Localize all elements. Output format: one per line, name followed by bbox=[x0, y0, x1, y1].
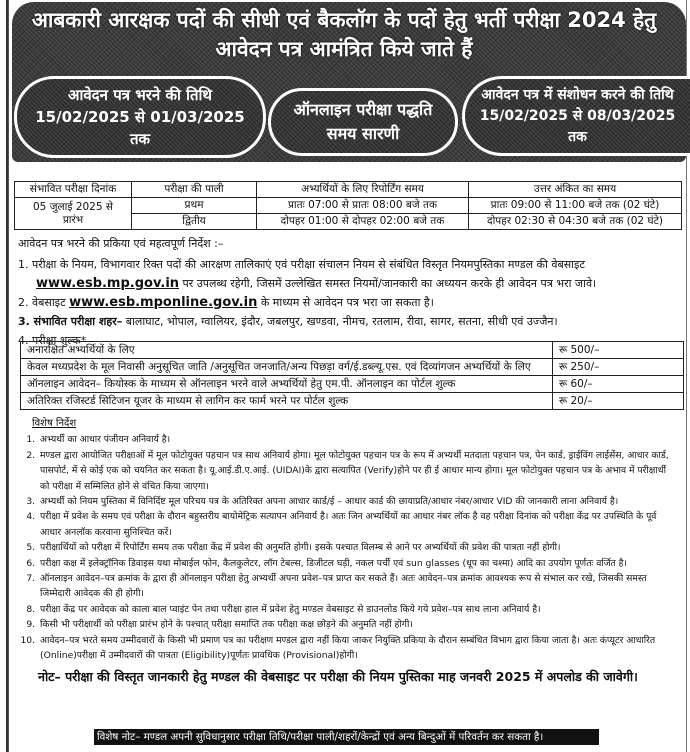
table-header-row bbox=[15, 182, 682, 198]
fee-amount: रू 250/– bbox=[553, 359, 684, 376]
esb-website-link[interactable]: www.esb.mp.gov.in bbox=[36, 276, 180, 291]
schedule-line-1: ऑनलाइन परीक्षा पद्धति bbox=[293, 100, 433, 119]
list-item: 3. अभ्यर्थी को नियम पुस्तिका में विनिर्दिष्ट मूल परिचय पत्र के अतिरिक्त अपना आधार कार्ड/ई – आधार कार्ड की छायाप्रति/आधार नंबर/आधार VID की जानकारी लाना अनिवार्य है। bbox=[38, 494, 672, 509]
shift-cell: द्वितीय bbox=[132, 214, 257, 230]
page-title bbox=[14, 6, 674, 64]
special-instructions-heading: विशेष निर्देश bbox=[32, 418, 77, 429]
list-item: 10. आवेदन–पत्र भरते समय उम्मीदवारों के किसी भी प्रमाण पत्र का परीक्षण मण्डल द्वारा नहीं किया जाकर नियुक्ति प्रकिया के दौरान सम्बंधित विभाग द्वारा किया जाता है। अतः कंप्यूटर आधारित (Online)परीक्षा में उम्मीदवारों की पात्रता (Eligibility)पूर्णतः प्रावधिक (Provisional)होगी। bbox=[38, 633, 672, 664]
fee-category: अनारक्षित अभ्यर्थियों के लिए bbox=[21, 342, 553, 359]
exam-date-line-2: प्रारंभ bbox=[62, 213, 84, 226]
fee-category: अतिरिक्त रजिस्टर्ड सिटिजन यूजर के माध्यम से लागिन कर फार्म भरने पर पोर्टल शुल्क bbox=[21, 393, 553, 410]
instruction-item-2 bbox=[18, 293, 678, 312]
title-line-2: आवेदन पत्र आमंत्रित किये जाते हैं bbox=[215, 37, 473, 61]
list-item: 7. ऑनलाइन आवेदन–पत्र क्रमांक के द्वारा ही ऑनलाइन परीक्षा हेतु अभ्यर्थी अपना प्रवेश–पत्र प्राप्त कर सकते हैं। अतः आवेदन–पत्र क्रमांक आवश्यक रूप से संभाल कर रखे, जिसकी समस्त जिम्मेदारी आवेदक की ही होगी। bbox=[38, 571, 672, 602]
fee-category: ऑनलाइन आवेदन– कियोस्क के माध्यम से ऑनलाइन भरने वाले अभ्यर्थियों हेतु एम.पी. ऑनलाइन का पोर्टल शुल्क bbox=[21, 376, 553, 393]
fee-amount: रू 500/– bbox=[553, 342, 684, 359]
column-header: संभावित परीक्षा दिनांक bbox=[15, 182, 132, 198]
instruction-item-2-prefix: 2. वेबसाइट bbox=[18, 296, 70, 309]
list-item: 9. किसी भी परीक्षार्थी को परीक्षा प्रारंभ होने के पश्चात् परीक्षा समाप्ति तक परीक्षा कक्ष छोड़ने की अनुमति नहीं होगी। bbox=[38, 617, 672, 632]
correction-dates-range: 15/02/2025 से 08/03/2025 bbox=[479, 107, 676, 124]
column-header: अभ्यर्थियों के लिए रिपोर्टिंग समय bbox=[257, 182, 469, 198]
correction-dates-suffix: तक bbox=[568, 128, 587, 145]
instructions-heading: आवेदन पत्र भरने की प्रकिया एवं महत्वपूर्ण निर्देश :– bbox=[18, 237, 224, 250]
page-left-border bbox=[6, 0, 9, 752]
fee-amount: रू 20/– bbox=[553, 393, 684, 410]
table-row bbox=[15, 198, 682, 214]
fee-row bbox=[21, 393, 684, 410]
instruction-item-2-rest: के माध्यम से आवेदन पत्र भरा जा सकता है। bbox=[257, 296, 434, 309]
instructions-section bbox=[18, 234, 678, 350]
fee-row bbox=[21, 359, 684, 376]
exam-date-line-1: 05 जुलाई 2025 से bbox=[33, 200, 113, 213]
special-instructions bbox=[20, 416, 672, 664]
reporting-time-cell: दोपहर 01:00 से दोपहर 02:00 बजे तक bbox=[257, 214, 469, 230]
special-instructions-list bbox=[20, 432, 672, 663]
instruction-item-3 bbox=[18, 312, 678, 331]
instruction-item-1-text: 1. परीक्षा के नियम, विभागवार रिक्त पदों की आरक्षण तालिकाएं एवं परीक्षा संचालन नियम से संबंधित विस्तृत नियमपुस्तिका मण्डल की वेबसाइट bbox=[18, 258, 585, 271]
list-item: 1. अभ्यर्थी का आधार पंजीयन अनिवार्य है। bbox=[38, 432, 672, 447]
instruction-item-3-rest: बालाघाट, भोपाल, ग्वालियर, इंदौर, जबलपुर, खण्डवा, नीमच, रतलाम, रीवा, सागर, सतना, सीधी एवं उज्जैन। bbox=[122, 315, 558, 328]
correction-dates-box bbox=[462, 76, 690, 156]
column-header: परीक्षा की पाली bbox=[132, 182, 257, 198]
fee-row bbox=[21, 342, 684, 359]
correction-dates-label: आवेदन पत्र में संशोधन करने की तिथि bbox=[481, 86, 674, 103]
fee-category: केवल मध्यप्रदेश के मूल निवासी अनुसूचित जाति /अनुसूचित जनजाति/अन्य पिछड़ा वर्ग/ई.डब्ल्यू.एस. एवं दिव्यांगजन अभ्यर्थियों के लिए bbox=[21, 359, 553, 376]
list-item: 8. परीक्षा केंद्र पर आवेदक को काला बाल प्वाइंट पेन तथा परीक्षा हाल में प्रवेश हेतु मण्डल वेबसाइट से डाउनलोड किये गये प्रवेश–पत्र साथ लाना अनिवार्य है। bbox=[38, 602, 672, 617]
fee-row bbox=[21, 376, 684, 393]
instruction-item-1 bbox=[18, 255, 678, 293]
fee-table bbox=[20, 341, 684, 410]
mponline-website-link[interactable]: www.esb.mponline.gov.in bbox=[69, 295, 258, 310]
fee-amount: रू 60/– bbox=[553, 376, 684, 393]
list-item: 4. परीक्षा में प्रवेश के समय एवं परीक्षा के दौरान बहुस्तरीय बायोमेट्रिक सत्यापन अनिवार्य है। अतः जिन अभ्यर्थियों का आधार नंबर लॉक है वह परीक्षा दिनांक को परीक्षा केंद्र पर उपस्थिति के पूर्व आधार अनलॉक करवाना सुनिश्चित करें। bbox=[38, 509, 672, 540]
exam-date-cell bbox=[15, 198, 132, 230]
column-header: उत्तर अंकित का समय bbox=[469, 182, 682, 198]
instruction-item-1-rest: पर उपलब्ध रहेगी, जिसमें उल्लेखित समस्त नियमों/जानकारी का अध्ययन करके ही आवेदन पत्र भरा जावे। bbox=[179, 277, 597, 290]
note: नोट– परीक्षा की विस्तृत जानकारी हेतु मण्डल की वेबसाइट पर परीक्षा की नियम पुस्तिका माह जनवरी 2025 में अपलोड की जावेगी। bbox=[38, 669, 638, 684]
instruction-item-4: 4. परीक्षा शुल्क* bbox=[18, 334, 87, 347]
title-line-1: आबकारी आरक्षक पदों की सीधी एवं बैकलॉग के पदों हेतु भर्ती परीक्षा 2024 हेतु bbox=[31, 8, 657, 32]
exam-schedule-table bbox=[14, 181, 682, 230]
instruction-item-3-prefix: 3. संभावित परीक्षा शहर– bbox=[18, 315, 123, 328]
reporting-time-cell: प्रातः 07:00 से प्रातः 08:00 बजे तक bbox=[257, 198, 469, 214]
shift-cell: प्रथम bbox=[132, 198, 257, 214]
application-dates-label: आवेदन पत्र भरने की तिथि bbox=[68, 86, 212, 104]
list-item: 2. मण्डल द्वारा आयोजित परीक्षाओं में मूल फोटोयुक्त पहचान पत्र साथ अनिवार्य होगा। मूल फोटोयुक्त पहचान पत्र के रूप में अभ्यर्थी मतदाता पहचान पत्र, पेन कार्ड, ड्राईविंग लाईसेंस, आधार कार्ड, पासपोर्ट, में से कोई एक को चयनित कर सकता है। यू.आई.डी.ए.आई. (UIDAI)के द्वारा सत्यापित (Verify)होने पर ही ई आधार मान्य होगा। मूल फोटोयुक्त पहचान पत्र के अभाव में परीक्षार्थी को परीक्षा में सम्मिलित होने से वंचित किया जाएगा। bbox=[38, 448, 672, 494]
list-item: 5. परीक्षार्थियों को परीक्षा में रिपोर्टिंग समय तक परीक्षा केंद्र में प्रवेश की अनुमति होगी। इसके पश्चात विलम्ब से आने पर अभ्यर्थियों की प्रवेश की पात्रता नहीं होगी। bbox=[38, 540, 672, 555]
final-note-banner: विशेष नोट– मण्डल अपनी सुविधानुसार परीक्षा तिथि/परीक्षा पाली/शहरों/केन्द्रों एवं अन्य बिन्दुओं में परिवर्तन कर सकता है। bbox=[94, 729, 599, 745]
schedule-box bbox=[268, 88, 458, 156]
answer-time-cell: प्रातः 09:00 से 11:00 बजे तक (02 घंटे) bbox=[469, 198, 682, 214]
answer-time-cell: दोपहर 02:30 से 04:30 बजे तक (02 घंटे) bbox=[469, 214, 682, 230]
schedule-line-2: समय सारणी bbox=[326, 124, 400, 143]
application-dates-suffix: तक bbox=[129, 130, 151, 148]
list-item: 6. परीक्षा कक्ष में इलेक्ट्रॉनिक डिवाइस यथा मोबाईल फोन, कैलकुलेटर, लॉग टेबल्स, डिजीटल घड़ी, नकल पर्ची एवं sun glasses (धूप का चश्मा) आदि का उपयोग पूर्णतः वर्जित है। bbox=[38, 556, 672, 571]
application-dates-range: 15/02/2025 से 01/03/2025 bbox=[35, 108, 245, 126]
application-dates-box bbox=[14, 76, 266, 158]
